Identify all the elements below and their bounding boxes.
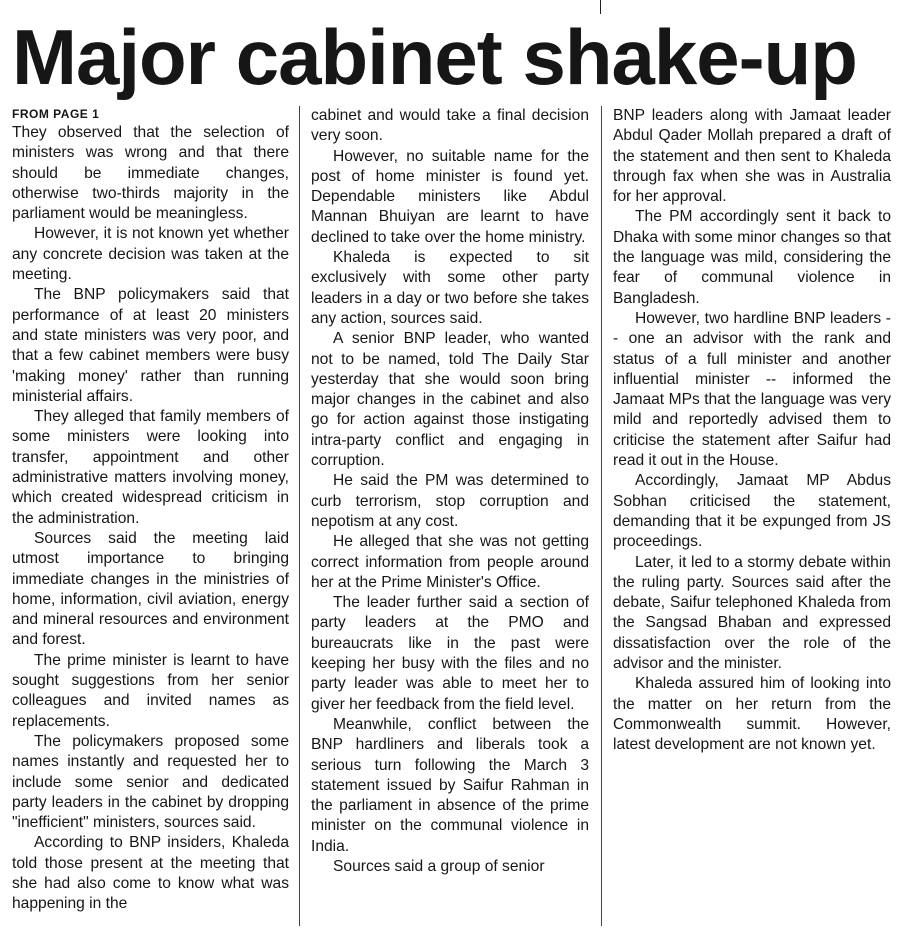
paragraph: Later, it led to a stormy debate within the ruling party. Sources said after the debate, Saifur telephoned Khaleda from the Sangsad Bhaban and expressed dissatisfaction over the role of the advisor and the minister.	[613, 553, 891, 673]
article-column-2	[311, 106, 589, 877]
paragraph: Meanwhile, conflict between the BNP hardliners and liberals took a serious turn following the March 3 statement issued by Saifur Rahman in the parliament in absence of the prime minister on the communal violence in India.	[311, 715, 589, 855]
paragraph: They observed that the selection of ministers was wrong and that there should be immediate changes, otherwise two-thirds majority in the parliament would be meaningless.	[12, 124, 289, 223]
paragraph: Sources said a group of senior	[333, 857, 545, 875]
paragraph: Sources said the meeting laid utmost importance to bringing immediate changes in the ministries of home, information, civil aviation, energy and mineral resources and environment and forest.	[12, 529, 289, 649]
paragraph: He alleged that she was not getting correct information from people around her at the Prime Minister's Office.	[311, 533, 589, 591]
paragraph: The PM accordingly sent it back to Dhaka with some minor changes so that the language was mild, considering the fear of communal violence in Bangladesh.	[613, 208, 891, 307]
paragraph: The BNP policymakers said that performance of at least 20 ministers and state ministers was very poor, and that a few cabinet members were busy 'making money' rather than running ministerial affairs.	[12, 286, 289, 405]
paragraph: According to BNP insiders, Khaleda told those present at the meeting that she had also come to know what was happening in the	[12, 834, 289, 913]
paragraph: He said the PM was determined to curb terrorism, stop corruption and nepotism at any cost.	[311, 472, 589, 530]
paragraph: However, it is not known yet whether any concrete decision was taken at the meeting.	[12, 225, 289, 284]
article-column-3	[613, 106, 891, 756]
paragraph: The prime minister is learnt to have sought suggestions from her senior colleagues and invited names as replacements.	[12, 651, 289, 730]
paragraph: cabinet and would take a final decision very soon.	[311, 107, 589, 145]
column-divider	[299, 106, 300, 926]
paragraph: Khaleda is expected to sit exclusively with some other party leaders in a day or two before she takes any action, sources said.	[311, 249, 589, 327]
column-divider	[601, 106, 602, 926]
paragraph: BNP leaders along with Jamaat leader Abdul Qader Mollah prepared a draft of the statement and then sent to Khaleda through fax when she was in Australia for her approval.	[613, 107, 891, 206]
paragraph: A senior BNP leader, who wanted not to be named, told The Daily Star yesterday that she would soon bring major changes in the cabinet and also go for action against those instigating intra-party conflict and engaging in corruption.	[311, 330, 589, 470]
paragraph: The policymakers proposed some names instantly and requested her to include some senior and dedicated party leaders in the cabinet by dropping "inefficient" ministers, sources said.	[12, 732, 289, 832]
paragraph: They alleged that family members of some ministers were looking into transfer, appointment and other administrative matters involving money, which created widespread criticism in the administration.	[12, 408, 289, 527]
paragraph: Khaleda assured him of looking into the matter on her return from the Commonwealth summit. However, latest development are not known yet.	[613, 675, 891, 754]
paragraph: However, two hardline BNP leaders -- one an advisor with the rank and status of a full minister and another influential minister -- informed the Jamaat MPs that the language was very mild and reportedly advised them to criticise the statement after Saifur had read it out in the House.	[613, 309, 891, 470]
article-column-1	[12, 106, 289, 915]
top-column-tick	[600, 0, 601, 14]
paragraph: Accordingly, Jamaat MP Abdus Sobhan criticised the statement, demanding that it be expunged from JS proceedings.	[613, 472, 891, 551]
paragraph: However, no suitable name for the post of home minister is found yet. Dependable ministers like Abdul Mannan Bhuiyan are learnt to have declined to take over the home ministry.	[311, 147, 589, 246]
headline: Major cabinet shake-up	[12, 13, 857, 101]
continuation-kicker: FROM PAGE 1	[12, 107, 100, 121]
paragraph: The leader further said a section of party leaders at the PMO and bureaucrats like in the past were keeping her busy with the files and no party leader was able to meet her to giver her feedback from the field level.	[311, 594, 589, 713]
